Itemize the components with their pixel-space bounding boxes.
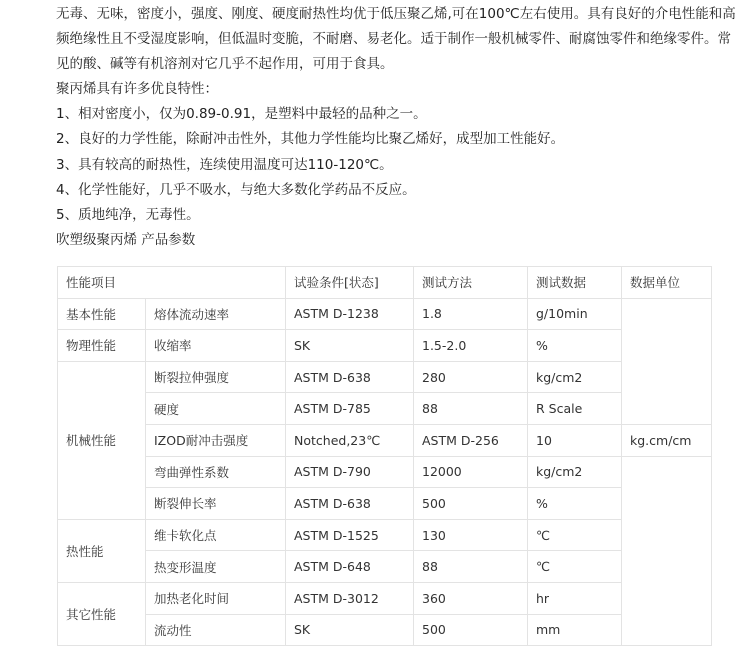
cell-data: % [528, 330, 622, 362]
cell-method: 1.8 [414, 298, 528, 330]
group-other: 其它性能 [58, 582, 146, 645]
table-row [58, 456, 712, 488]
cell-method: 280 [414, 361, 528, 393]
cell-method: 12000 [414, 456, 528, 488]
cell-item: IZOD耐冲击强度 [146, 424, 286, 456]
cell-condition: ASTM D-638 [286, 361, 414, 393]
cell-item: 硬度 [146, 393, 286, 425]
cell-data: kg/cm2 [528, 361, 622, 393]
cell-item: 断裂拉伸强度 [146, 361, 286, 393]
cell-condition: ASTM D-790 [286, 456, 414, 488]
cell-data: % [528, 488, 622, 520]
group-physical: 物理性能 [58, 330, 146, 362]
cell-method: 360 [414, 582, 528, 614]
cell-unit [622, 456, 712, 646]
feature-item: 2、良好的力学性能，除耐冲击性外，其他力学性能均比聚乙烯好，成型加工性能好。 [56, 131, 565, 148]
cell-condition: SK [286, 330, 414, 362]
cell-data: R Scale [528, 393, 622, 425]
cell-method: 88 [414, 393, 528, 425]
table-header-row [58, 267, 712, 299]
cell-item: 收缩率 [146, 330, 286, 362]
group-thermal: 热性能 [58, 519, 146, 582]
cell-data: g/10min [528, 298, 622, 330]
cell-method: 88 [414, 551, 528, 583]
cell-condition: ASTM D-785 [286, 393, 414, 425]
cell-method: 500 [414, 488, 528, 520]
cell-item: 加热老化时间 [146, 582, 286, 614]
header-condition: 试验条件[状态] [286, 267, 414, 299]
cell-data: 10 [528, 424, 622, 456]
product-spec-table [57, 266, 712, 646]
feature-item: 1、相对密度小，仅为0.89-0.91，是塑料中最轻的品种之一。 [56, 106, 427, 122]
cell-item: 流动性 [146, 614, 286, 646]
cell-method: 500 [414, 614, 528, 646]
cell-item: 维卡软化点 [146, 519, 286, 551]
cell-condition: ASTM D-3012 [286, 582, 414, 614]
cell-method: 130 [414, 519, 528, 551]
header-unit: 数据单位 [622, 267, 712, 299]
cell-condition: SK [286, 614, 414, 646]
table-row [58, 330, 712, 362]
table-title: 吹塑级聚丙烯 产品参数 [56, 232, 196, 249]
group-basic: 基本性能 [58, 298, 146, 330]
cell-condition: Notched,23℃ [286, 424, 414, 456]
table-row [58, 551, 712, 583]
cell-data: ℃ [528, 519, 622, 551]
table-row [58, 519, 712, 551]
cell-item: 断裂伸长率 [146, 488, 286, 520]
cell-method: ASTM D-256 [414, 424, 528, 456]
cell-data: mm [528, 614, 622, 646]
cell-item: 熔体流动速率 [146, 298, 286, 330]
cell-unit: kg.cm/cm [622, 424, 712, 456]
cell-data: kg/cm2 [528, 456, 622, 488]
feature-item: 3、具有较高的耐热性，连续使用温度可达110-120℃。 [56, 156, 393, 173]
table-row [58, 361, 712, 393]
cell-condition: ASTM D-638 [286, 488, 414, 520]
group-mechanical: 机械性能 [58, 361, 146, 519]
cell-method: 1.5-2.0 [414, 330, 528, 362]
cell-condition: ASTM D-648 [286, 551, 414, 583]
header-method: 测试方法 [414, 267, 528, 299]
table-row [58, 582, 712, 614]
cell-condition: ASTM D-1238 [286, 298, 414, 330]
cell-data: ℃ [528, 551, 622, 583]
cell-unit [622, 298, 712, 424]
cell-item: 热变形温度 [146, 551, 286, 583]
features-list [56, 102, 736, 228]
cell-condition: ASTM D-1525 [286, 519, 414, 551]
header-property: 性能项目 [58, 267, 286, 299]
features-heading: 聚丙烯具有许多优良特性： [56, 81, 218, 97]
table-row [58, 424, 712, 456]
table-row [58, 488, 712, 520]
table-row [58, 614, 712, 646]
table-row [58, 393, 712, 425]
cell-data: hr [528, 582, 622, 614]
article-body [56, 2, 736, 253]
feature-item: 5、质地纯净，无毒性。 [56, 207, 200, 224]
table-row [58, 298, 712, 330]
feature-item: 4、化学性能好，几乎不吸水，与绝大多数化学药品不反应。 [56, 181, 416, 198]
cell-item: 弯曲弹性系数 [146, 456, 286, 488]
description-paragraph: 无毒、无味，密度小，强度、刚度、硬度耐热性均优于低压聚乙烯,可在100℃左右使用。具有良好的介电性能和高频绝缘性且不受湿度影响，但低温时变脆，不耐磨、易老化。适于制作一般机械零件、耐腐蚀零件和绝缘零件。常见的酸、碱等有机溶剂对它几乎不起作用，可用于食具。 [56, 6, 736, 72]
header-data: 测试数据 [528, 267, 622, 299]
